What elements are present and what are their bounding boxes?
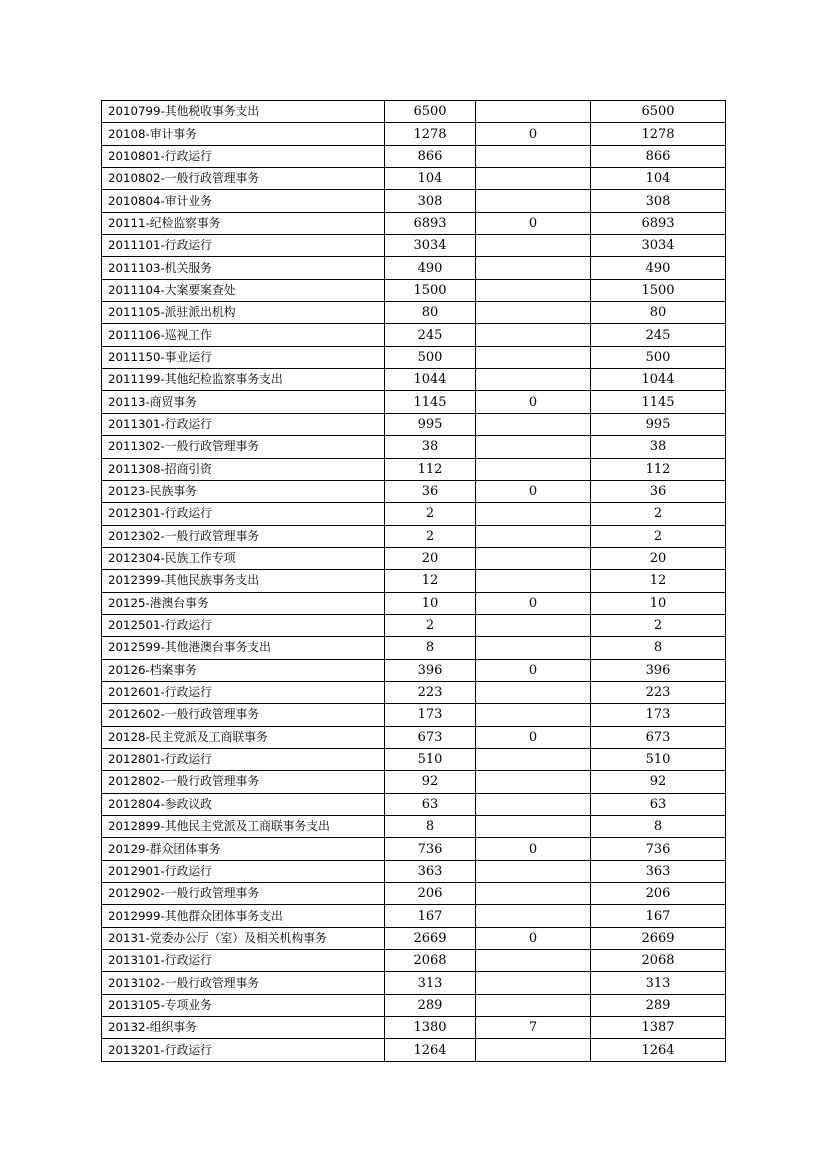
item-name-cell: 20111-纪检监察事务 — [102, 212, 385, 234]
amount-cell: 6500 — [385, 101, 476, 123]
amount-cell: 1145 — [385, 391, 476, 413]
table-row — [102, 145, 726, 167]
amount-cell: 245 — [385, 324, 476, 346]
item-name-cell: 2012301-行政运行 — [102, 503, 385, 525]
adjustment-cell — [476, 793, 591, 815]
amount-cell: 223 — [385, 681, 476, 703]
table-row — [102, 704, 726, 726]
total-cell: 10 — [591, 592, 726, 614]
adjustment-cell — [476, 324, 591, 346]
item-name-cell: 2011105-派驻派出机构 — [102, 302, 385, 324]
total-cell: 308 — [591, 190, 726, 212]
table-row — [102, 480, 726, 502]
item-name-cell: 2012302-一般行政管理事务 — [102, 525, 385, 547]
amount-cell: 308 — [385, 190, 476, 212]
amount-cell: 104 — [385, 168, 476, 190]
adjustment-cell — [476, 168, 591, 190]
amount-cell: 1278 — [385, 123, 476, 145]
item-name-cell: 2013105-专项业务 — [102, 994, 385, 1016]
table-row — [102, 838, 726, 860]
adjustment-cell — [476, 436, 591, 458]
amount-cell: 2 — [385, 525, 476, 547]
budget-table — [101, 100, 726, 1062]
item-name-cell: 2013101-行政运行 — [102, 950, 385, 972]
table-row — [102, 927, 726, 949]
amount-cell: 2 — [385, 614, 476, 636]
item-name-cell: 2011302-一般行政管理事务 — [102, 436, 385, 458]
amount-cell: 866 — [385, 145, 476, 167]
item-name-cell: 2010802-一般行政管理事务 — [102, 168, 385, 190]
total-cell: 3034 — [591, 235, 726, 257]
table-row — [102, 860, 726, 882]
amount-cell: 673 — [385, 726, 476, 748]
item-name-cell: 20132-组织事务 — [102, 1017, 385, 1039]
adjustment-cell — [476, 816, 591, 838]
item-name-cell: 2012902-一般行政管理事务 — [102, 883, 385, 905]
table-row — [102, 681, 726, 703]
item-name-cell: 2012899-其他民主党派及工商联事务支出 — [102, 816, 385, 838]
item-name-cell: 2012399-其他民族事务支出 — [102, 570, 385, 592]
table-row — [102, 1039, 726, 1061]
total-cell: 673 — [591, 726, 726, 748]
table-row — [102, 883, 726, 905]
adjustment-cell — [476, 771, 591, 793]
table-row — [102, 413, 726, 435]
table-row — [102, 659, 726, 681]
total-cell: 500 — [591, 346, 726, 368]
item-name-cell: 20113-商贸事务 — [102, 391, 385, 413]
amount-cell: 63 — [385, 793, 476, 815]
table-row — [102, 436, 726, 458]
total-cell: 173 — [591, 704, 726, 726]
total-cell: 363 — [591, 860, 726, 882]
table-row — [102, 614, 726, 636]
table-row — [102, 972, 726, 994]
table-row — [102, 950, 726, 972]
table-row — [102, 592, 726, 614]
amount-cell: 12 — [385, 570, 476, 592]
item-name-cell: 2011150-事业运行 — [102, 346, 385, 368]
total-cell: 206 — [591, 883, 726, 905]
adjustment-cell — [476, 279, 591, 301]
total-cell: 38 — [591, 436, 726, 458]
item-name-cell: 2012999-其他群众团体事务支出 — [102, 905, 385, 927]
item-name-cell: 2011104-大案要案查处 — [102, 279, 385, 301]
amount-cell: 92 — [385, 771, 476, 793]
adjustment-cell — [476, 346, 591, 368]
amount-cell: 736 — [385, 838, 476, 860]
item-name-cell: 2012801-行政运行 — [102, 748, 385, 770]
adjustment-cell — [476, 950, 591, 972]
table-row — [102, 279, 726, 301]
amount-cell: 38 — [385, 436, 476, 458]
table-row — [102, 235, 726, 257]
table-row — [102, 503, 726, 525]
amount-cell: 490 — [385, 257, 476, 279]
adjustment-cell — [476, 748, 591, 770]
adjustment-cell — [476, 614, 591, 636]
total-cell: 1387 — [591, 1017, 726, 1039]
total-cell: 995 — [591, 413, 726, 435]
total-cell: 1145 — [591, 391, 726, 413]
item-name-cell: 2011301-行政运行 — [102, 413, 385, 435]
adjustment-cell — [476, 525, 591, 547]
adjustment-cell — [476, 994, 591, 1016]
item-name-cell: 20126-档案事务 — [102, 659, 385, 681]
total-cell: 1500 — [591, 279, 726, 301]
item-name-cell: 2010799-其他税收事务支出 — [102, 101, 385, 123]
table-row — [102, 1017, 726, 1039]
budget-table-body — [102, 101, 726, 1062]
item-name-cell: 20129-群众团体事务 — [102, 838, 385, 860]
item-name-cell: 2011101-行政运行 — [102, 235, 385, 257]
adjustment-cell — [476, 972, 591, 994]
total-cell: 8 — [591, 816, 726, 838]
amount-cell: 313 — [385, 972, 476, 994]
amount-cell: 206 — [385, 883, 476, 905]
table-row — [102, 391, 726, 413]
item-name-cell: 2010804-审计业务 — [102, 190, 385, 212]
amount-cell: 20 — [385, 547, 476, 569]
item-name-cell: 2011308-招商引资 — [102, 458, 385, 480]
total-cell: 20 — [591, 547, 726, 569]
amount-cell: 112 — [385, 458, 476, 480]
adjustment-cell — [476, 883, 591, 905]
total-cell: 2 — [591, 525, 726, 547]
adjustment-cell — [476, 570, 591, 592]
item-name-cell: 2012501-行政运行 — [102, 614, 385, 636]
total-cell: 2068 — [591, 950, 726, 972]
total-cell: 6500 — [591, 101, 726, 123]
total-cell: 80 — [591, 302, 726, 324]
item-name-cell: 2012304-民族工作专项 — [102, 547, 385, 569]
total-cell: 12 — [591, 570, 726, 592]
adjustment-cell — [476, 637, 591, 659]
adjustment-cell — [476, 413, 591, 435]
adjustment-cell — [476, 257, 591, 279]
item-name-cell: 2012802-一般行政管理事务 — [102, 771, 385, 793]
table-row — [102, 302, 726, 324]
amount-cell: 8 — [385, 816, 476, 838]
adjustment-cell — [476, 458, 591, 480]
amount-cell: 8 — [385, 637, 476, 659]
item-name-cell: 2013201-行政运行 — [102, 1039, 385, 1061]
adjustment-cell — [476, 101, 591, 123]
table-row — [102, 346, 726, 368]
amount-cell: 1044 — [385, 369, 476, 391]
item-name-cell: 20123-民族事务 — [102, 480, 385, 502]
table-row — [102, 257, 726, 279]
total-cell: 2669 — [591, 927, 726, 949]
amount-cell: 1380 — [385, 1017, 476, 1039]
adjustment-cell: 0 — [476, 726, 591, 748]
total-cell: 63 — [591, 793, 726, 815]
item-name-cell: 2011106-巡视工作 — [102, 324, 385, 346]
amount-cell: 36 — [385, 480, 476, 502]
adjustment-cell — [476, 704, 591, 726]
amount-cell: 995 — [385, 413, 476, 435]
table-row — [102, 748, 726, 770]
item-name-cell: 2012901-行政运行 — [102, 860, 385, 882]
adjustment-cell — [476, 503, 591, 525]
item-name-cell: 2012602-一般行政管理事务 — [102, 704, 385, 726]
table-row — [102, 905, 726, 927]
table-row — [102, 726, 726, 748]
item-name-cell: 2010801-行政运行 — [102, 145, 385, 167]
total-cell: 223 — [591, 681, 726, 703]
item-name-cell: 2012601-行政运行 — [102, 681, 385, 703]
total-cell: 1264 — [591, 1039, 726, 1061]
total-cell: 396 — [591, 659, 726, 681]
table-row — [102, 570, 726, 592]
item-name-cell: 20128-民主党派及工商联事务 — [102, 726, 385, 748]
table-row — [102, 212, 726, 234]
table-row — [102, 190, 726, 212]
adjustment-cell — [476, 905, 591, 927]
adjustment-cell — [476, 1039, 591, 1061]
table-row — [102, 994, 726, 1016]
total-cell: 8 — [591, 637, 726, 659]
table-row — [102, 637, 726, 659]
total-cell: 167 — [591, 905, 726, 927]
amount-cell: 363 — [385, 860, 476, 882]
total-cell: 36 — [591, 480, 726, 502]
table-row — [102, 525, 726, 547]
table-row — [102, 458, 726, 480]
item-name-cell: 20125-港澳台事务 — [102, 592, 385, 614]
total-cell: 866 — [591, 145, 726, 167]
adjustment-cell: 0 — [476, 123, 591, 145]
amount-cell: 173 — [385, 704, 476, 726]
total-cell: 1278 — [591, 123, 726, 145]
table-row — [102, 101, 726, 123]
total-cell: 289 — [591, 994, 726, 1016]
adjustment-cell: 7 — [476, 1017, 591, 1039]
total-cell: 1044 — [591, 369, 726, 391]
table-row — [102, 547, 726, 569]
table-row — [102, 168, 726, 190]
total-cell: 104 — [591, 168, 726, 190]
amount-cell: 289 — [385, 994, 476, 1016]
amount-cell: 500 — [385, 346, 476, 368]
item-name-cell: 2013102-一般行政管理事务 — [102, 972, 385, 994]
adjustment-cell: 0 — [476, 838, 591, 860]
table-row — [102, 324, 726, 346]
adjustment-cell: 0 — [476, 659, 591, 681]
total-cell: 490 — [591, 257, 726, 279]
item-name-cell: 2012599-其他港澳台事务支出 — [102, 637, 385, 659]
adjustment-cell: 0 — [476, 212, 591, 234]
amount-cell: 1500 — [385, 279, 476, 301]
adjustment-cell — [476, 860, 591, 882]
table-row — [102, 369, 726, 391]
item-name-cell: 20108-审计事务 — [102, 123, 385, 145]
total-cell: 2 — [591, 503, 726, 525]
table-row — [102, 816, 726, 838]
adjustment-cell: 0 — [476, 592, 591, 614]
amount-cell: 80 — [385, 302, 476, 324]
amount-cell: 2068 — [385, 950, 476, 972]
adjustment-cell — [476, 369, 591, 391]
table-row — [102, 771, 726, 793]
amount-cell: 2 — [385, 503, 476, 525]
adjustment-cell — [476, 190, 591, 212]
adjustment-cell — [476, 145, 591, 167]
amount-cell: 10 — [385, 592, 476, 614]
total-cell: 2 — [591, 614, 726, 636]
total-cell: 92 — [591, 771, 726, 793]
table-row — [102, 793, 726, 815]
total-cell: 510 — [591, 748, 726, 770]
item-name-cell: 2012804-参政议政 — [102, 793, 385, 815]
total-cell: 245 — [591, 324, 726, 346]
adjustment-cell — [476, 681, 591, 703]
item-name-cell: 2011103-机关服务 — [102, 257, 385, 279]
total-cell: 313 — [591, 972, 726, 994]
adjustment-cell — [476, 235, 591, 257]
amount-cell: 3034 — [385, 235, 476, 257]
adjustment-cell: 0 — [476, 927, 591, 949]
item-name-cell: 2011199-其他纪检监察事务支出 — [102, 369, 385, 391]
table-row — [102, 123, 726, 145]
amount-cell: 2669 — [385, 927, 476, 949]
item-name-cell: 20131-党委办公厅（室）及相关机构事务 — [102, 927, 385, 949]
amount-cell: 396 — [385, 659, 476, 681]
adjustment-cell: 0 — [476, 391, 591, 413]
total-cell: 6893 — [591, 212, 726, 234]
amount-cell: 1264 — [385, 1039, 476, 1061]
total-cell: 736 — [591, 838, 726, 860]
amount-cell: 167 — [385, 905, 476, 927]
adjustment-cell: 0 — [476, 480, 591, 502]
amount-cell: 510 — [385, 748, 476, 770]
amount-cell: 6893 — [385, 212, 476, 234]
adjustment-cell — [476, 547, 591, 569]
total-cell: 112 — [591, 458, 726, 480]
adjustment-cell — [476, 302, 591, 324]
